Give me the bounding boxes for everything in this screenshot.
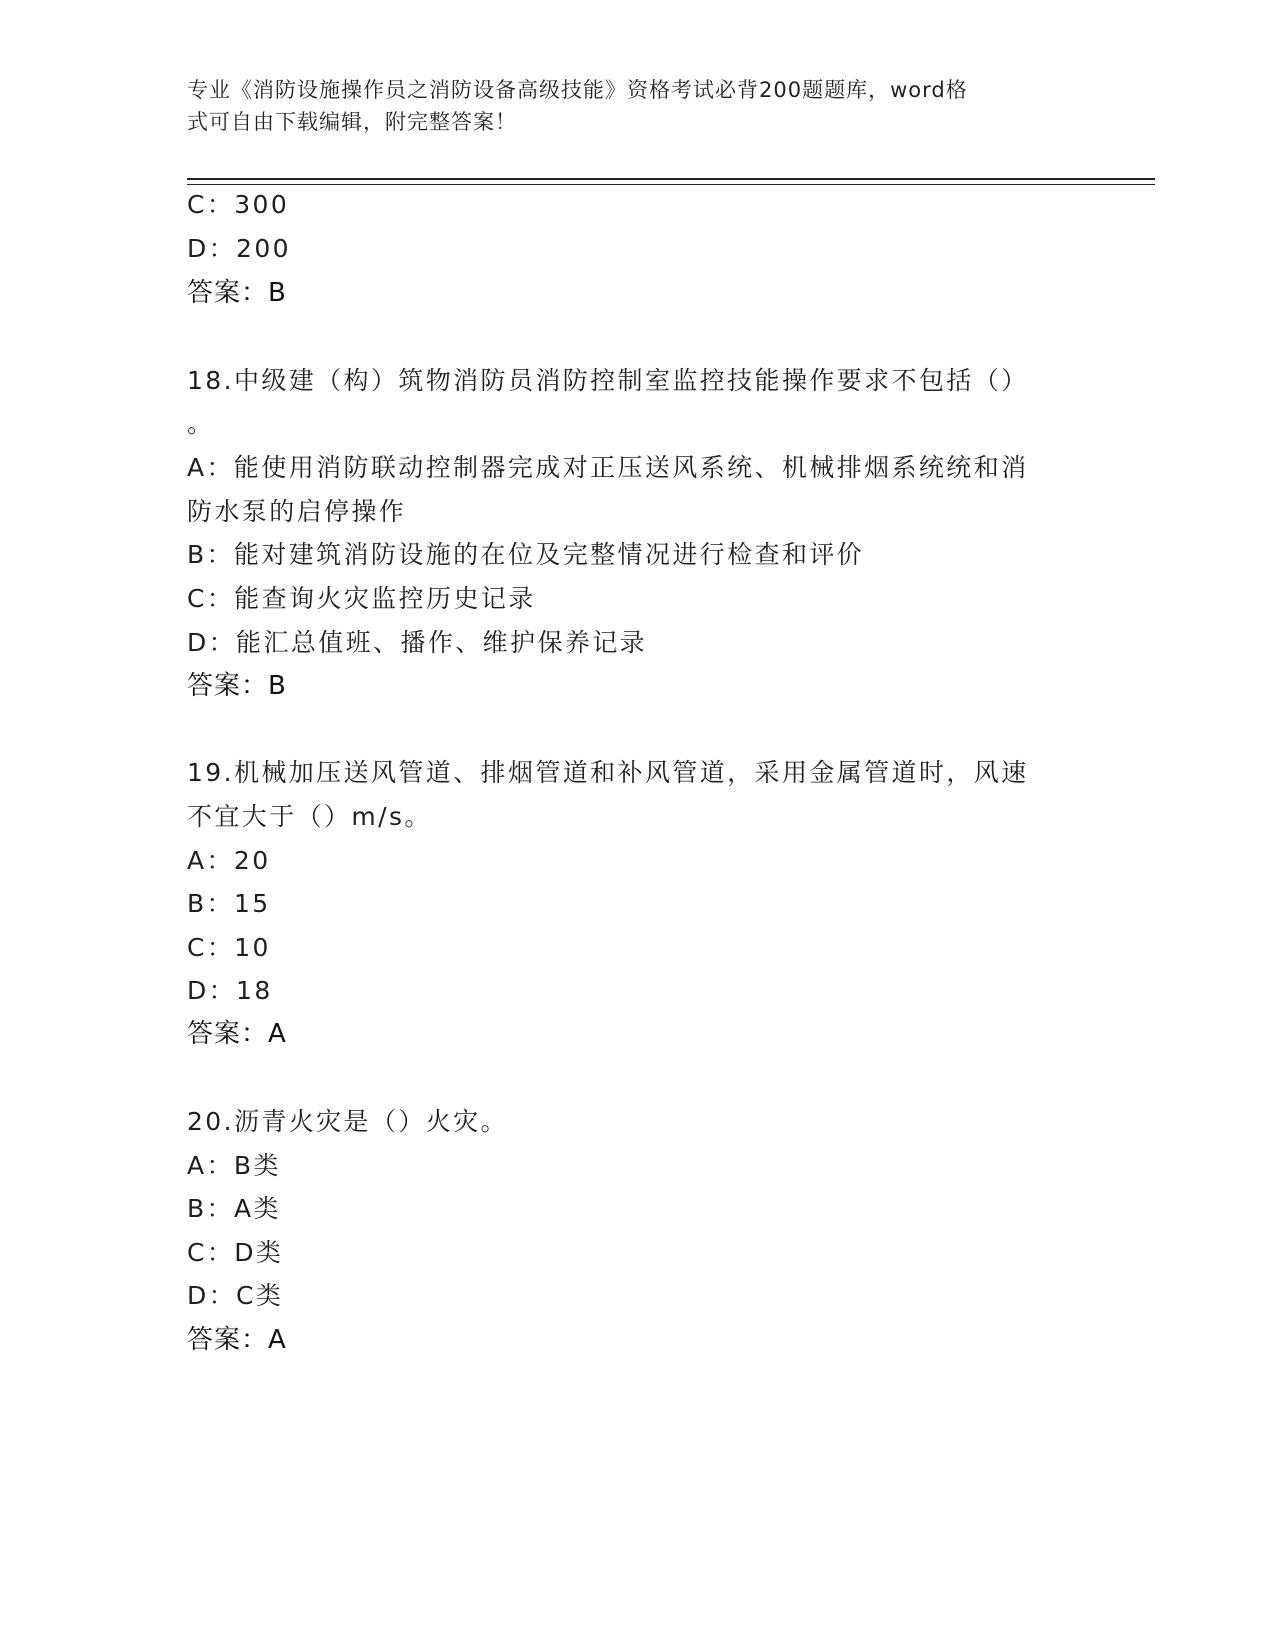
q20-answer: 答案：A [187, 1325, 287, 1355]
q20-stem: 20.沥青火灾是（）火灾。 [187, 1107, 508, 1136]
q18-option-a-line-1: A：能使用消防联动控制器完成对正压送风系统、机械排烟系统统和消 [187, 453, 1029, 482]
q18-option-d: D：能汇总值班、播作、维护保养记录 [187, 628, 648, 657]
header-divider-thin [187, 184, 1155, 185]
q20-option-c: C：D类 [187, 1238, 284, 1267]
q18-option-c: C：能查询火灾监控历史记录 [187, 584, 536, 613]
q19-stem-line-2: 不宜大于（）m/s。 [187, 802, 432, 831]
q18-option-a-line-2: 防水泵的启停操作 [187, 497, 407, 526]
q20-option-d: D：C类 [187, 1281, 284, 1310]
q18-stem-line-1: 18.中级建（构）筑物消防员消防控制室监控技能操作要求不包括（） [187, 366, 1029, 395]
q18-stem-line-2: 。 [187, 409, 215, 438]
q17-answer: 答案：B [187, 278, 287, 308]
q19-option-b: B：15 [187, 889, 271, 918]
q20-option-a: A：B类 [187, 1151, 281, 1180]
document-header [187, 74, 1067, 138]
q19-option-c: C：10 [187, 933, 271, 962]
q19-stem-line-1: 19.机械加压送风管道、排烟管道和补风管道，采用金属管道时，风速 [187, 758, 1029, 787]
q17-option-d: D：200 [187, 234, 291, 263]
header-line-2: 式可自由下载编辑，附完整答案！ [187, 110, 517, 134]
q18-answer: 答案：B [187, 671, 287, 701]
q19-option-d: D：18 [187, 976, 273, 1005]
q18-option-b: B：能对建筑消防设施的在位及完整情况进行检查和评价 [187, 540, 865, 569]
q19-option-a: A：20 [187, 846, 271, 875]
header-line-1: 专业《消防设施操作员之消防设备高级技能》资格考试必背200题题库，word格 [187, 78, 968, 102]
q20-option-b: B：A类 [187, 1194, 281, 1223]
header-divider-thick [187, 178, 1155, 180]
q17-option-c: C：300 [187, 190, 290, 219]
q19-answer: 答案：A [187, 1019, 287, 1049]
